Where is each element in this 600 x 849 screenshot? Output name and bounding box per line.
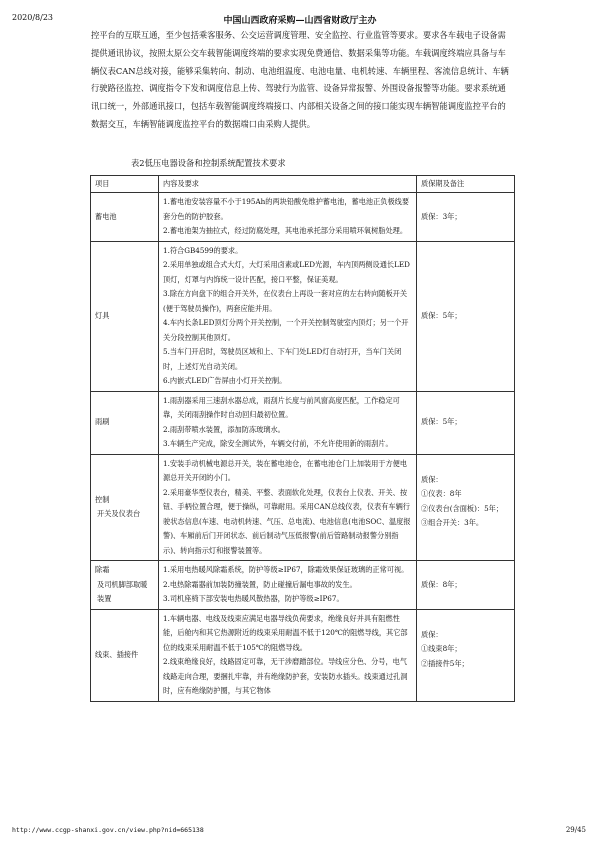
row-warranty [417,391,515,454]
requirement-item: 1.雨刮器采用三速刮水器总成，雨刮片长度与前风窗高度匹配，工作稳定可靠，关闭雨刮操作时自动回归最初位置。 [163,395,400,419]
footer-url[interactable]: http://www.ccgp-shanxi.gov.cn/view.php?nid=665138 [12,826,204,834]
warranty-line: ①线束8年； [421,644,462,653]
row-item-name [91,193,159,242]
row-requirements [159,391,417,454]
requirement-item: 3.除在方向盘下的组合开关外，在仪表台上再设一套对应的左右转向随板开关(便于驾驶员操作)，两套应能并用。 [163,289,408,313]
col-header-item: 项目 [91,176,159,193]
warranty-line: 质保：5年； [421,310,462,320]
warranty-line: 质保： [421,474,443,484]
row-item-name-line: 蓄电池 [95,211,117,221]
table-row [91,241,515,391]
requirement-item: 1.蓄电池安装容量不小于195Ah的两块铅酸免维护蓄电池，蓄电池正负极线要套分色的防护胶套。 [163,197,410,221]
requirement-item: 1.符合GB4599的要求。 [163,245,243,255]
warranty-line: 质保：8年； [421,579,462,589]
row-warranty [417,609,515,701]
requirement-item: 1.车辆电器、电线及线束应满足电器导线负荷要求，绝缘良好并具有阻燃性能，后舱内和其它热源附近的线束采用耐温不低于120℃的阻燃导线，其它部位的线束采用耐温不低于105℃的阻燃导线。 [163,613,408,652]
requirement-item: 3.司机座椅下部安装电热暖风散热器，防护等级≥IP67。 [163,594,344,603]
warranty-line: ③组合开关：3年。 [421,518,484,527]
table-row [91,193,515,242]
row-warranty [417,193,515,242]
intro-paragraph [91,27,513,134]
table-caption: 表2低压电器设备和控制系统配置技术要求 [131,158,286,168]
intro-text: 控平台的互联互通，至少包括乘客服务、公交运营调度管理、安全监控、行业监管等要求。要求各车载电子设备需提供通讯协议，按照太原公交车载智能调度终端的要求实现免费通信、数据采集等功能。车载调度终端应具备与车辆仪表CAN总线对接，能够采集转向、制动、电池组温度、电池电量、电机转速、车辆里程、客流信息统计、车辆行驶路径监控、调度指令下发和调度信息上传、驾驶行为监管、设备异常报警、外围设备报警等功能。要求系统通讯口统一，外部通讯接口，包括车载智能调度终端接口、内部相关设备之间的接口能实现车辆智能调度监控平台的数据交互，车辆智能调度监控平台的数据端口由采购人提供。 [91,30,509,129]
requirement-item: 2.线束绝缘良好，线路固定可靠，无干涉磨蹭部位。导线应分色、分号，电气线路走向合理，要捆扎牢靠，并有绝缘防护套，安装防水插头。线束通过孔洞时，应有绝缘防护圈，与其它物体 [163,657,408,695]
requirement-item: 2.采用豪华型仪表台，精美、平整、表面软化处理，仪表台上仪表、开关、按钮、手柄位置合理，便于操纵，可靠耐用。采用CAN总线仪表，仪表有车辆行驶状态信息(车速、电动机转速、气压、总电流)、电池信息(电池SOC、温度报警)、车厢前后门开闭状态、前后制动气压低报警(前后管路制动报警分别指示)、转向指示灯和报警装置等。 [163,487,411,555]
spec-table [90,175,515,702]
row-item-name-line: 线束、插接件 [95,649,139,659]
requirement-item: 2.电热除霜器前加装防撞装置，防止碰撞后漏电事故的发生。 [163,579,357,589]
header-date: 2020/8/23 [12,13,54,22]
table-row [91,391,515,454]
row-requirements [159,241,417,391]
row-warranty [417,561,515,610]
warranty-line: ②仪表台(含面板)：5年； [421,503,504,513]
requirement-item: 4.车内长条LED顶灯分两个开关控制，一个开关控制驾驶室内顶灯；另一个开关分段控制其他顶灯。 [163,318,409,342]
requirement-item: 3.车辆生产完成，除安全测试外，车辆交付前，不允许使用新的雨刮片。 [163,439,393,448]
row-item-name [91,391,159,454]
row-item-name-line: 除霜 [95,565,110,574]
col-header-requirements: 内容及要求 [159,176,417,193]
row-item-name-line: 控制 [95,494,110,504]
row-item-name-line: 及司机脚部取暖装置 [97,579,148,603]
row-item-name-line: 灯具 [95,310,110,320]
footer-page-number: 29/45 [565,826,586,834]
requirement-item: 5.当车门开启时，驾驶员区域和上、下车门处LED灯自动打开，当车门关闭时，上述灯光自动关闭。 [163,347,402,371]
row-item-name [91,561,159,610]
row-requirements [159,193,417,242]
requirement-item: 1.安装手动机械电源总开关，装在蓄电池仓，在蓄电池仓门上加装用于方便电源总开关开闭的小门。 [163,458,408,482]
table-row [91,454,515,561]
row-item-name [91,241,159,391]
row-requirements [159,454,417,561]
requirement-item: 1.采用电热暖风除霜系统，防护等级≥IP67，除霜效果保证玻璃的正常可视。 [163,565,409,574]
requirement-item: 2.蓄电池架为抽拉式，经过防腐处理，其电池承托部分采用喷环氧树脂处理。 [163,226,408,235]
table-header-row [91,176,515,193]
row-item-name-line: 开关及仪表台 [97,509,141,519]
row-item-name-line: 雨刷 [95,417,110,427]
warranty-line: ②插接件5年； [421,658,469,668]
warranty-line: 质保：3年； [421,211,462,221]
row-item-name [91,609,159,701]
row-item-name [91,454,159,561]
row-requirements [159,561,417,610]
table-row [91,609,515,701]
requirement-item: 6.内嵌式LED广告屏由小灯开关控制。 [163,376,287,385]
row-requirements [159,609,417,701]
requirement-item: 2.采用单独或组合式大灯，大灯采用卤素或LED光源，车内顶两侧设通长LED顶灯，灯罩与内饰统一设计匹配，接口平整，保证美观。 [163,260,410,284]
row-warranty [417,454,515,561]
warranty-line: ①仪表：8年 [421,489,462,498]
table-row [91,561,515,610]
requirement-item: 2.雨刮带喷水装置，添加防冻玻璃水。 [163,424,285,434]
row-warranty [417,241,515,391]
warranty-line: 质保： [421,629,443,639]
col-header-warranty: 质保期及备注 [417,176,515,193]
header-title: 中国山西政府采购—山西省财政厅主办 [223,16,377,26]
warranty-line: 质保：5年； [421,417,462,427]
